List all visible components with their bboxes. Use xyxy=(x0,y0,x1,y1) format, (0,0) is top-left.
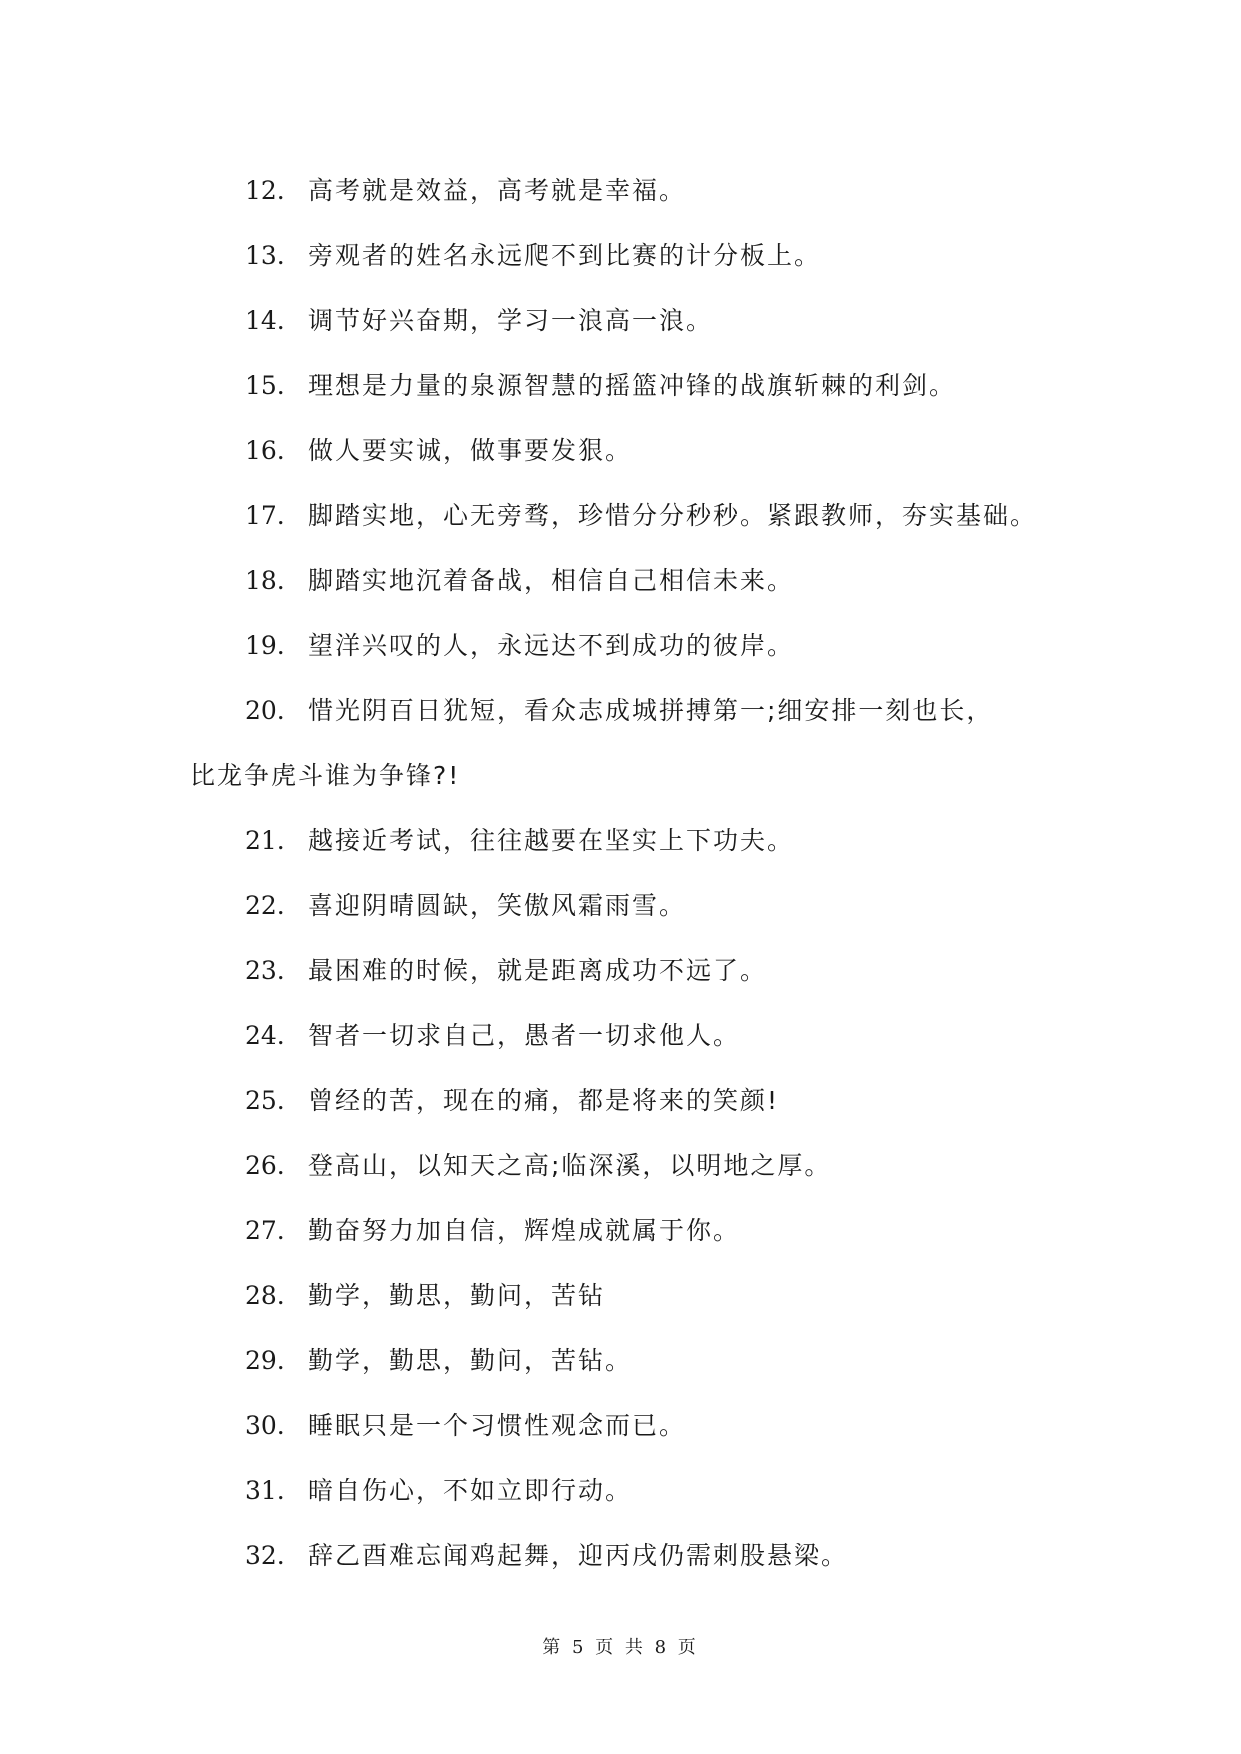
list-item xyxy=(190,418,1070,483)
item-text: 喜迎阴晴圆缺，笑傲风霜雨雪。 xyxy=(308,891,687,920)
item-number: 12. xyxy=(245,176,285,205)
list-item xyxy=(190,353,1070,418)
list-item xyxy=(190,548,1070,613)
item-number: 29. xyxy=(245,1346,285,1375)
item-text: 勤奋努力加自信，辉煌成就属于你。 xyxy=(308,1216,741,1245)
item-number: 31. xyxy=(245,1476,285,1505)
list-item xyxy=(190,1263,1070,1328)
item-text: 高考就是效益，高考就是幸福。 xyxy=(308,176,687,205)
list-item xyxy=(190,483,1070,548)
item-text: 勤学，勤思，勤问，苦钻 xyxy=(308,1281,606,1310)
item-text: 脚踏实地沉着备战，相信自己相信未来。 xyxy=(308,566,795,595)
item-number: 15. xyxy=(245,371,285,400)
item-number: 18. xyxy=(245,566,285,595)
list-item xyxy=(190,808,1070,873)
list-item xyxy=(190,1458,1070,1523)
item-text: 做人要实诚，做事要发狠。 xyxy=(308,436,633,465)
item-text: 睡眠只是一个习惯性观念而已。 xyxy=(308,1411,687,1440)
item-text: 脚踏实地，心无旁骛，珍惜分分秒秒。紧跟教师，夯实基础。 xyxy=(308,501,1038,530)
item-text: 惜光阴百日犹短，看众志成城拼搏第一;细安排一刻也长， xyxy=(308,696,994,725)
item-number: 17. xyxy=(245,501,285,530)
list-item xyxy=(190,158,1070,223)
item-text: 勤学，勤思，勤问，苦钻。 xyxy=(308,1346,633,1375)
item-text: 理想是力量的泉源智慧的摇篮冲锋的战旗斩棘的利剑。 xyxy=(308,371,957,400)
list-item xyxy=(190,223,1070,288)
item-text: 越接近考试，往往越要在坚实上下功夫。 xyxy=(308,826,795,855)
item-text: 暗自伤心，不如立即行动。 xyxy=(308,1476,633,1505)
item-text: 最困难的时候，就是距离成功不远了。 xyxy=(308,956,768,985)
item-number: 28. xyxy=(245,1281,285,1310)
list-item xyxy=(190,938,1070,1003)
item-number: 16. xyxy=(245,436,285,465)
list-item xyxy=(190,1003,1070,1068)
item-number: 14. xyxy=(245,306,285,335)
item-text: 望洋兴叹的人，永远达不到成功的彼岸。 xyxy=(308,631,795,660)
item-number: 23. xyxy=(245,956,285,985)
item-number: 22. xyxy=(245,891,285,920)
item-number: 25. xyxy=(245,1086,285,1115)
item-text: 智者一切求自己，愚者一切求他人。 xyxy=(308,1021,741,1050)
item-number: 19. xyxy=(245,631,285,660)
list-item xyxy=(190,873,1070,938)
list-item xyxy=(190,1328,1070,1393)
list-item xyxy=(190,1068,1070,1133)
item-text: 登高山，以知天之高;临深溪，以明地之厚。 xyxy=(308,1151,832,1180)
item-number: 13. xyxy=(245,241,285,270)
list-item xyxy=(190,1523,1070,1588)
item-number: 20. xyxy=(245,696,285,725)
list-item xyxy=(190,1133,1070,1198)
item-text: 辞乙酉难忘闻鸡起舞，迎丙戌仍需刺股悬梁。 xyxy=(308,1541,849,1570)
page-footer: 第 5 页 共 8 页 xyxy=(542,1637,699,1658)
item-number: 26. xyxy=(245,1151,285,1180)
item-number: 30. xyxy=(245,1411,285,1440)
item-number: 27. xyxy=(245,1216,285,1245)
item-number: 21. xyxy=(245,826,285,855)
list-item xyxy=(190,678,1070,743)
list-item xyxy=(190,1393,1070,1458)
item-number: 32. xyxy=(245,1541,285,1570)
list-item-continuation xyxy=(190,743,1070,808)
item-text: 调节好兴奋期，学习一浪高一浪。 xyxy=(308,306,714,335)
list-item xyxy=(190,288,1070,353)
list-item xyxy=(190,613,1070,678)
list-item xyxy=(190,1198,1070,1263)
document-body xyxy=(190,158,1070,1588)
item-text: 旁观者的姓名永远爬不到比赛的计分板上。 xyxy=(308,241,822,270)
item-text: 比龙争虎斗谁为争锋?! xyxy=(190,761,461,790)
item-text: 曾经的苦，现在的痛，都是将来的笑颜! xyxy=(308,1086,780,1115)
item-number: 24. xyxy=(245,1021,285,1050)
